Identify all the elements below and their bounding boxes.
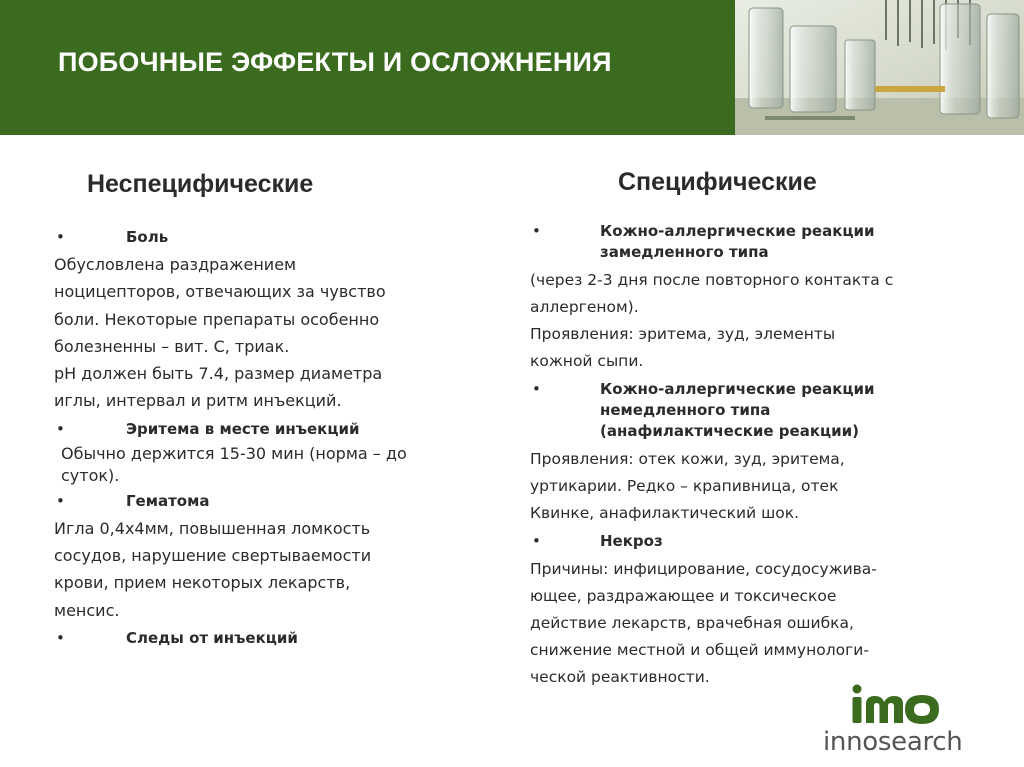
item-text-erythema [54, 443, 454, 487]
item-text-necrosis [530, 556, 970, 691]
text-line: Причины: инфицирование, сосудосужива- [530, 560, 877, 578]
text-line: суток). [61, 465, 120, 485]
item-text-hematoma [54, 515, 454, 624]
text-line: ческой реактивности. [530, 668, 710, 686]
item-text-pain [54, 251, 454, 415]
text-line: иглы, интервал и ритм инъекций. [54, 391, 342, 411]
text-line: Обычно держится 15-30 мин (норма – до [61, 443, 407, 463]
specific-column [530, 168, 970, 695]
text-line: болезненны – вит. С, триак. [54, 336, 290, 356]
text-line: Обусловлена раздражением [54, 255, 297, 274]
item-title-text: (анафилактические реакции) [600, 422, 860, 440]
text-line: pH должен быть 7.4, размер диаметра [54, 364, 383, 384]
bullet: • [532, 532, 541, 550]
bullet: • [56, 228, 65, 246]
imo-logo-mark [849, 684, 941, 726]
specific-heading: Специфические [618, 168, 817, 196]
item-title-text: Боль [126, 228, 169, 246]
item-title-delayed-allergy [530, 221, 970, 263]
bullet: • [532, 380, 541, 398]
text-line: (через 2-3 дня после повторного контакта с [530, 271, 894, 289]
slide-title: ПОБОЧНЫЕ ЭФФЕКТЫ И ОСЛОЖНЕНИЯ [58, 47, 612, 77]
text-line: ющее, раздражающее и токсическое [530, 587, 837, 605]
item-title-text: Эритема в месте инъекций [126, 419, 360, 438]
text-line: аллергеном). [530, 298, 639, 316]
item-title-text: Гематома [126, 491, 210, 510]
text-line: сосудов, нарушение свертываемости [54, 546, 372, 566]
bullet: • [56, 491, 65, 510]
text-line: крови, прием некоторых лекарств, [54, 573, 351, 593]
innosearch-logo [823, 684, 973, 759]
text-line: Квинке, анафилактический шок. [530, 504, 800, 522]
item-text-immediate-allergy [530, 446, 970, 527]
text-line: боли. Некоторые препараты особенно [54, 309, 380, 329]
text-line: Игла 0,4х4мм, повышенная ломкость [54, 518, 371, 538]
item-title-text: Кожно-аллергические реакции [600, 380, 875, 398]
item-title-erythema [54, 419, 454, 439]
laboratory-glassware-photo [735, 0, 1024, 135]
text-line: Проявления: эритема, зуд, элементы [530, 325, 836, 343]
bullet: • [56, 419, 65, 438]
item-title-text: замедленного типа [600, 243, 769, 261]
item-title-necrosis [530, 531, 970, 552]
bullet: • [532, 222, 541, 240]
item-title-hematoma [54, 491, 454, 511]
item-title-text: Некроз [600, 532, 663, 550]
item-text-delayed-allergy [530, 267, 970, 375]
text-line: уртикарии. Редко – крапивница, отек [530, 477, 839, 495]
nonspecific-heading: Неспецифические [87, 170, 314, 198]
text-line: кожной сыпи. [530, 352, 644, 370]
item-title-immediate-allergy [530, 379, 970, 442]
text-line: снижение местной и общей иммунологи- [530, 641, 869, 659]
text-line: действие лекарств, врачебная ошибка, [530, 614, 854, 632]
item-title-pain [54, 227, 454, 247]
bullet: • [56, 628, 65, 647]
text-line: ноцицепторов, отвечающих за чувство [54, 282, 386, 302]
text-line: Проявления: отек кожи, зуд, эритема, [530, 450, 845, 468]
item-title-text: Кожно-аллергические реакции [600, 222, 875, 240]
item-title-injection-marks [54, 628, 454, 648]
nonspecific-column [54, 170, 454, 648]
header-band [0, 0, 1024, 135]
item-title-text: немедленного типа [600, 401, 771, 419]
innosearch-wordmark: innosearch [823, 727, 963, 757]
text-line: менсис. [54, 600, 120, 620]
item-title-text: Следы от инъекций [126, 628, 298, 647]
